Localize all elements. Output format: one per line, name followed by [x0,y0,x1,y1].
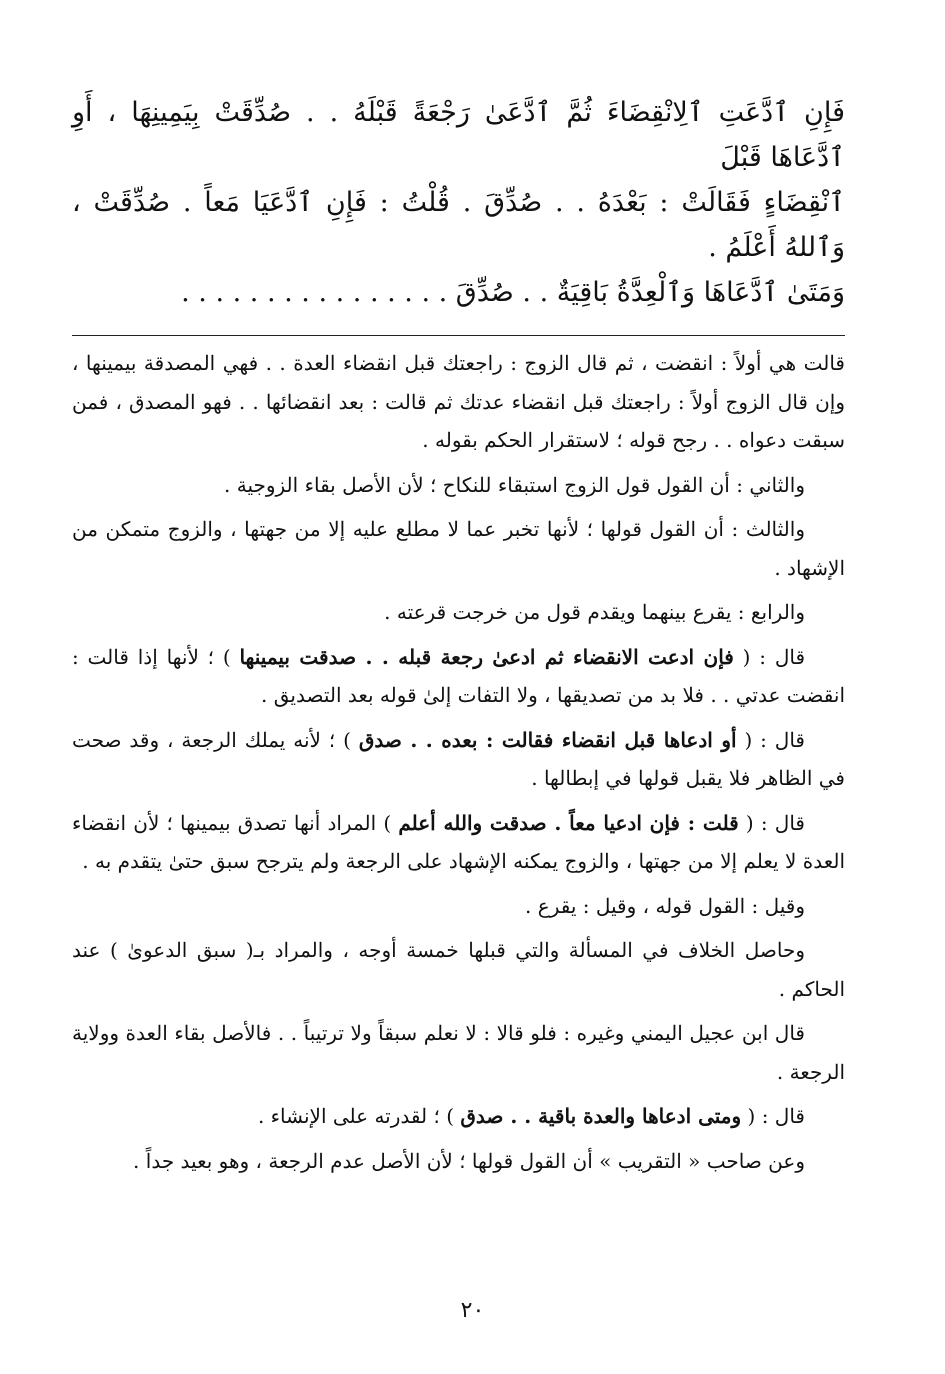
commentary-paragraph [72,1097,845,1136]
main-text-block [72,90,845,315]
commentary-paragraph: والثاني : أن القول قول الزوج استبقاء للنكاح ؛ لأن الأصل بقاء الزوجية . [224,472,805,497]
quoted-matn: أو ادعاها قبل انقضاء فقالت : بعده . . صدق [358,727,737,752]
commentary-paragraph [72,804,845,881]
commentary-paragraph: قالت هي أولاً : انقضت ، ثم قال الزوج : راجعتك قبل انقضاء العدة . . فهي المصدقة بيمينها ، وإن قال الزوج أولاً : راجعتك قبل انقضاء عدتك ثم قالت : بعد انقضائها . . فهو المصدق ، فمن سبقت دعواه . . رجح قوله ؛ لاستقرار الحكم بقوله . [72,351,845,452]
separator-rule [72,335,845,336]
commentary-block [72,344,845,1180]
page-body [72,90,845,1186]
quote-open: قال : ( [738,810,805,835]
commentary-paragraph: وحاصل الخلاف في المسألة والتي قبلها خمسة أوجه ، والمراد بـ( سبق الدعوىٰ ) عند الحاكم . [72,938,845,1001]
quote-open: قال : ( [736,727,805,752]
commentary-paragraph: والثالث : أن القول قولها ؛ لأنها تخبر عما لا مطلع عليه إلا من جهتها ، والزوج متمكن من الإشهاد . [72,517,845,580]
quote-open: قال : ( [741,1104,805,1128]
quote-explanation: ) ؛ لأنه يملك الرجعة ، وقد صحت في الظاهر فلا يقبل قولها في إبطالها . [72,727,845,790]
quote-explanation: ) ؛ لأنها إذا قالت : انقضت عدتي . . فلا بد من تصديقها ، ولا التفات إلىٰ قوله بعد التصديق . [72,644,845,707]
commentary-paragraph: وقيل : القول قوله ، وقيل : يقرع . [525,893,805,918]
commentary-paragraph [72,721,845,798]
quoted-matn: فإن ادعت الانقضاء ثم ادعىٰ رجعة قبله . . صدقت بيمينها [239,644,734,669]
quoted-matn: ومتى ادعاها والعدة باقية . . صدق [460,1104,742,1128]
main-text-line-1: فَإِنِ ٱدَّعَتِ ٱلِانْقِضَاءَ ثُمَّ ٱدَّعَىٰ رَجْعَةً قَبْلَهُ . . صُدِّقَتْ بِيَمِينِهَا ، أَوِ ٱدَّعَاهَا قَبْلَ [72,97,845,173]
quote-explanation: ) ؛ لقدرته على الإنشاء . [257,1104,461,1128]
commentary-paragraph: وعن صاحب « التقريب » أن القول قولها ؛ لأن الأصل عدم الرجعة ، وهو بعيد جداً . [133,1148,805,1173]
quoted-matn: قلت : فإن ادعيا معاً . صدقت والله أعلم [398,810,739,835]
quote-explanation: ) المراد أنها تصدق بيمينها ؛ لأن انقضاء العدة لا يعلم إلا من جهتها ، والزوج يمكنه الإشهاد على الرجعة ولم يترجح سبق حتىٰ يتقدم به . [72,810,845,873]
commentary-paragraph: قال ابن عجيل اليمني وغيره : فلو قالا : لا نعلم سبقاً ولا ترتيباً . . فالأصل بقاء العدة وولاية الرجعة . [72,1021,845,1084]
commentary-paragraph: والرابع : يقرع بينهما ويقدم قول من خرجت قرعته . [384,600,805,624]
main-text-line-2: ٱنْقِضَاءٍ فَقَالَتْ : بَعْدَهُ . . صُدِّقَ . قُلْتُ : فَإِنِ ٱدَّعَيَا مَعاً . صُدِّقَتْ ، وَٱللهُ أَعْلَمُ . [72,187,845,263]
page-number: ٢٠ [460,1298,485,1323]
commentary-paragraph [72,638,845,715]
main-text-line-3: وَمَتَىٰ ٱدَّعَاهَا وَٱلْعِدَّةُ بَاقِيَةٌ . . صُدِّقَ . . . . . . . . . . . . . . . . [181,277,845,308]
quote-open: قال : ( [733,644,806,669]
